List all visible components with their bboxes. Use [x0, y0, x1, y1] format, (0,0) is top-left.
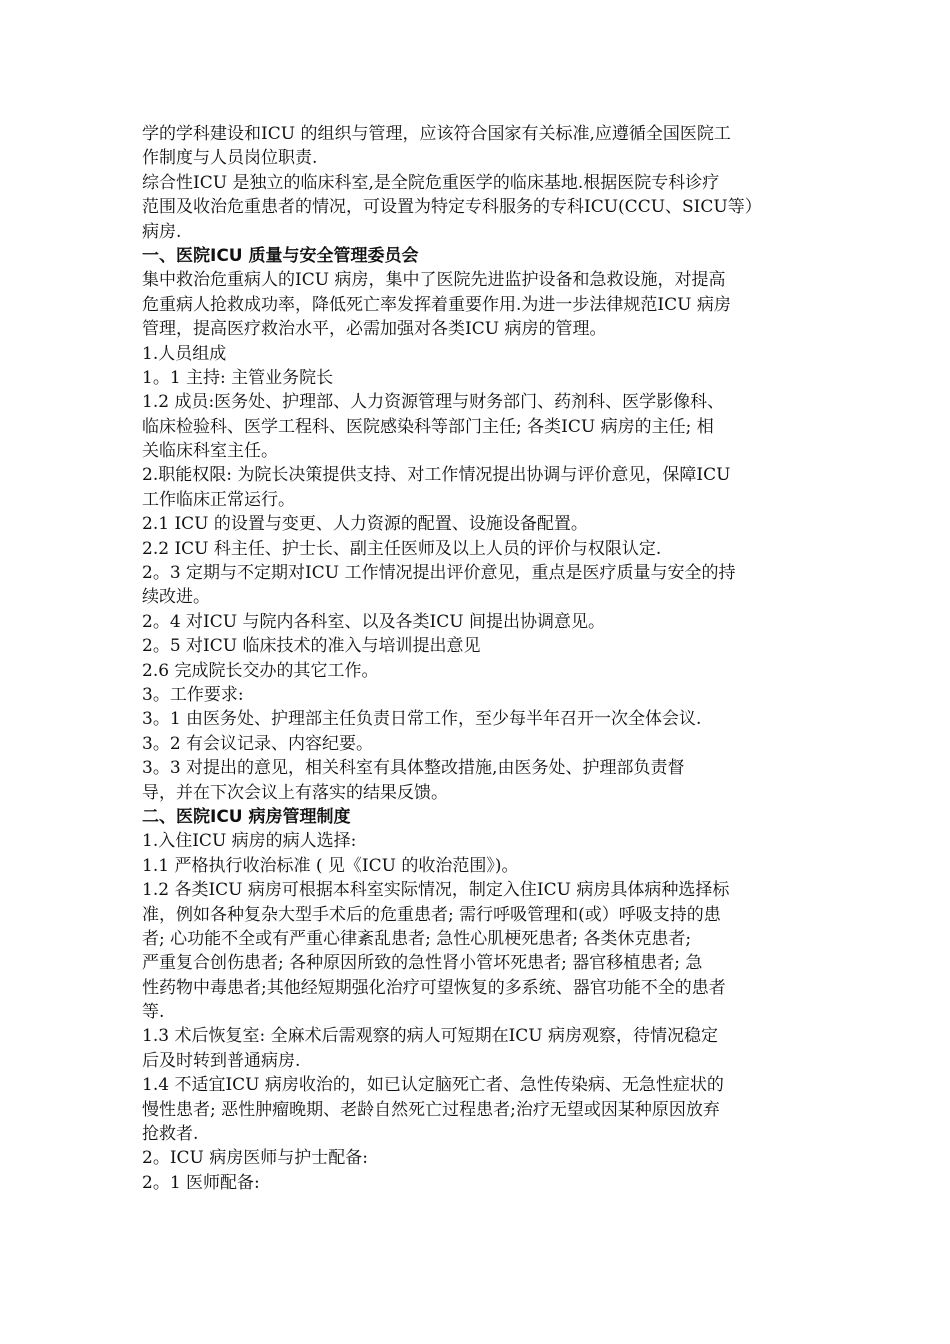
text-line: 2.2 ICU 科主任、护士长、副主任医师及以上人员的评价与权限认定. — [142, 538, 662, 559]
text-line: 1.人员组成 — [142, 343, 227, 364]
text-line: 1.2 成员:医务处、护理部、人力资源管理与财务部门、药剂科、医学影像科、 — [142, 392, 725, 413]
text-line: 集中救治危重病人的ICU 病房，集中了医院先进监护设备和急救设施，对提高 — [142, 270, 726, 291]
text-line: 2.职能权限: 为院长决策提供支持、对工作情况提出协调与评价意见，保障ICU — [142, 465, 731, 486]
text-line: 范围及收治危重患者的情况，可设置为特定专科服务的专科ICU(CCU、SICU等） — [142, 197, 762, 218]
text-line: 2。4 对ICU 与院内各科室、以及各类ICU 间提出协调意见。 — [142, 611, 605, 632]
text-line: 关临床科室主任。 — [142, 441, 278, 462]
text-line: 3。1 由医务处、护理部主任负责日常工作，至少每半年召开一次全体会议. — [142, 709, 702, 730]
text-line: 1.4 不适宜ICU 病房收治的，如已认定脑死亡者、急性传染病、无急性症状的 — [142, 1075, 724, 1096]
text-line: 3。2 有会议记录、内容纪要。 — [142, 733, 374, 754]
section-heading: 一、医院ICU 质量与安全管理委员会 — [142, 245, 419, 266]
text-line: 临床检验科、医学工程科、医院感染科等部门主任; 各类ICU 病房的主任; 相 — [142, 416, 714, 437]
document-page — [142, 122, 812, 1195]
text-line: 2。ICU 病房医师与护士配备: — [142, 1148, 368, 1169]
text-line: 作制度与人员岗位职责. — [142, 148, 318, 169]
text-line: 2。3 定期与不定期对ICU 工作情况提出评价意见，重点是医疗质量与安全的持 — [142, 563, 736, 584]
text-line: 病房. — [142, 221, 182, 242]
text-line: 学的学科建设和ICU 的组织与管理，应该符合国家有关标准,应遵循全国医院工 — [142, 124, 731, 144]
text-line: 严重复合创伤患者; 各种原因所致的急性肾小管坏死患者; 器官移植患者; 急 — [142, 953, 703, 974]
text-line: 2。5 对ICU 临床技术的准入与培训提出意见 — [142, 636, 481, 657]
text-line: 续改进。 — [142, 587, 210, 608]
text-line: 等. — [142, 1002, 165, 1023]
text-line: 2。1 医师配备: — [142, 1172, 260, 1193]
text-line: 2.1 ICU 的设置与变更、人力资源的配置、设施设备配置。 — [142, 514, 588, 535]
text-line: 1.入住ICU 病房的病人选择: — [142, 831, 357, 852]
text-line: 2.6 完成院长交办的其它工作。 — [142, 660, 379, 681]
text-line: 管理，提高医疗救治水平，必需加强对各类ICU 病房的管理。 — [142, 319, 607, 340]
text-line: 危重病人抢救成功率，降低死亡率发挥着重要作用.为进一步法律规范ICU 病房 — [142, 294, 731, 315]
text-line: 综合性ICU 是独立的临床科室,是全院危重医学的临床基地.根据医院专科诊疗 — [142, 172, 720, 193]
text-line: 3。3 对提出的意见，相关科室有具体整改措施,由医务处、护理部负责督 — [142, 758, 685, 779]
text-line: 3。工作要求: — [142, 684, 244, 705]
text-line: 工作临床正常运行。 — [142, 489, 295, 510]
text-line: 抢救者. — [142, 1124, 199, 1145]
text-line: 后及时转到普通病房. — [142, 1050, 301, 1071]
text-line: 1。1 主持: 主管业务院长 — [142, 367, 334, 388]
text-line: 准，例如各种复杂大型手术后的危重患者; 需行呼吸管理和(或）呼吸支持的患 — [142, 904, 721, 925]
text-line: 1.3 术后恢复室: 全麻术后需观察的病人可短期在ICU 病房观察，待情况稳定 — [142, 1026, 719, 1047]
text-line: 者; 心功能不全或有严重心律紊乱患者; 急性心肌梗死患者; 各类休克患者; — [142, 928, 692, 949]
section-heading: 二、医院ICU 病房管理制度 — [142, 806, 351, 827]
text-line: 性药物中毒患者;其他经短期强化治疗可望恢复的多系统、器官功能不全的患者 — [142, 977, 726, 998]
text-line: 慢性患者; 恶性肿瘤晚期、老龄自然死亡过程患者;治疗无望或因某种原因放弃 — [142, 1099, 720, 1120]
text-line: 1.1 严格执行收治标准 ( 见《ICU 的收治范围》)。 — [142, 855, 519, 876]
text-line: 导，并在下次会议上有落实的结果反馈。 — [142, 782, 448, 803]
text-line: 1.2 各类ICU 病房可根据本科室实际情况，制定入住ICU 病房具体病种选择标 — [142, 880, 730, 901]
